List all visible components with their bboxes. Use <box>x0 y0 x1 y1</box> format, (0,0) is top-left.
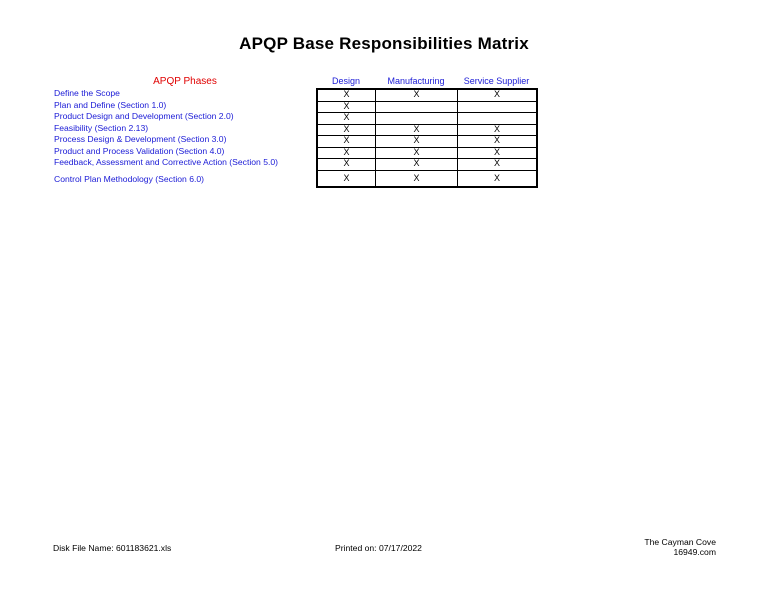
matrix-cell: X <box>458 147 538 159</box>
matrix-cell: X <box>317 89 376 101</box>
matrix-cell: X <box>458 124 538 136</box>
table-row <box>317 147 537 159</box>
matrix-cell: X <box>317 170 376 187</box>
table-row <box>317 124 537 136</box>
matrix-cell: X <box>376 124 458 136</box>
matrix-cell <box>376 101 458 113</box>
brand-name: The Cayman Cove <box>644 537 716 547</box>
matrix-cell: X <box>317 159 376 171</box>
table-row <box>317 136 537 148</box>
table-row <box>317 159 537 171</box>
matrix-cell: X <box>376 170 458 187</box>
responsibilities-matrix <box>316 88 538 188</box>
column-header-manufacturing: Manufacturing <box>387 76 445 86</box>
brand-footer <box>644 537 716 557</box>
matrix-cell: X <box>376 89 458 101</box>
disk-file-name: Disk File Name: 601183621.xls <box>53 543 172 553</box>
row-label-product-design: Product Design and Development (Section 2.0) <box>54 111 234 121</box>
column-header-design: Design <box>331 76 360 86</box>
matrix-cell <box>458 113 538 125</box>
row-label-feasibility: Feasibility (Section 2.13) <box>54 122 149 133</box>
matrix-cell: X <box>376 159 458 171</box>
matrix-cell: X <box>376 147 458 159</box>
matrix-cell: X <box>458 159 538 171</box>
matrix-cell: X <box>458 136 538 148</box>
column-header-service-supplier: Service Supplier <box>463 76 530 86</box>
matrix-cell: X <box>317 136 376 148</box>
table-row <box>317 101 537 113</box>
matrix-cell <box>458 101 538 113</box>
matrix-cell: X <box>317 101 376 113</box>
row-label-define-scope: Define the Scope <box>54 88 120 98</box>
matrix-cell: X <box>458 89 538 101</box>
table-row <box>317 113 537 125</box>
matrix-cell: X <box>317 124 376 136</box>
matrix-cell: X <box>376 136 458 148</box>
apqp-phases-header: APQP Phases <box>153 76 217 87</box>
row-label-plan-define: Plan and Define (Section 1.0) <box>54 99 167 110</box>
matrix-cell: X <box>317 113 376 125</box>
brand-site: 16949.com <box>673 547 716 557</box>
matrix-cell <box>376 113 458 125</box>
row-label-control-plan: Control Plan Methodology (Section 6.0) <box>54 174 204 184</box>
row-label-feedback: Feedback, Assessment and Corrective Action (Section 5.0) <box>54 157 279 167</box>
page-title: APQP Base Responsibilities Matrix <box>239 34 529 53</box>
table-row <box>317 89 537 101</box>
row-label-process-design: Process Design & Development (Section 3.0) <box>54 134 227 144</box>
matrix-cell: X <box>317 147 376 159</box>
table-row <box>317 170 537 187</box>
printed-on-date: Printed on: 07/17/2022 <box>335 543 422 553</box>
row-label-validation: Product and Process Validation (Section 4.0) <box>54 145 225 156</box>
matrix-cell: X <box>458 170 538 187</box>
